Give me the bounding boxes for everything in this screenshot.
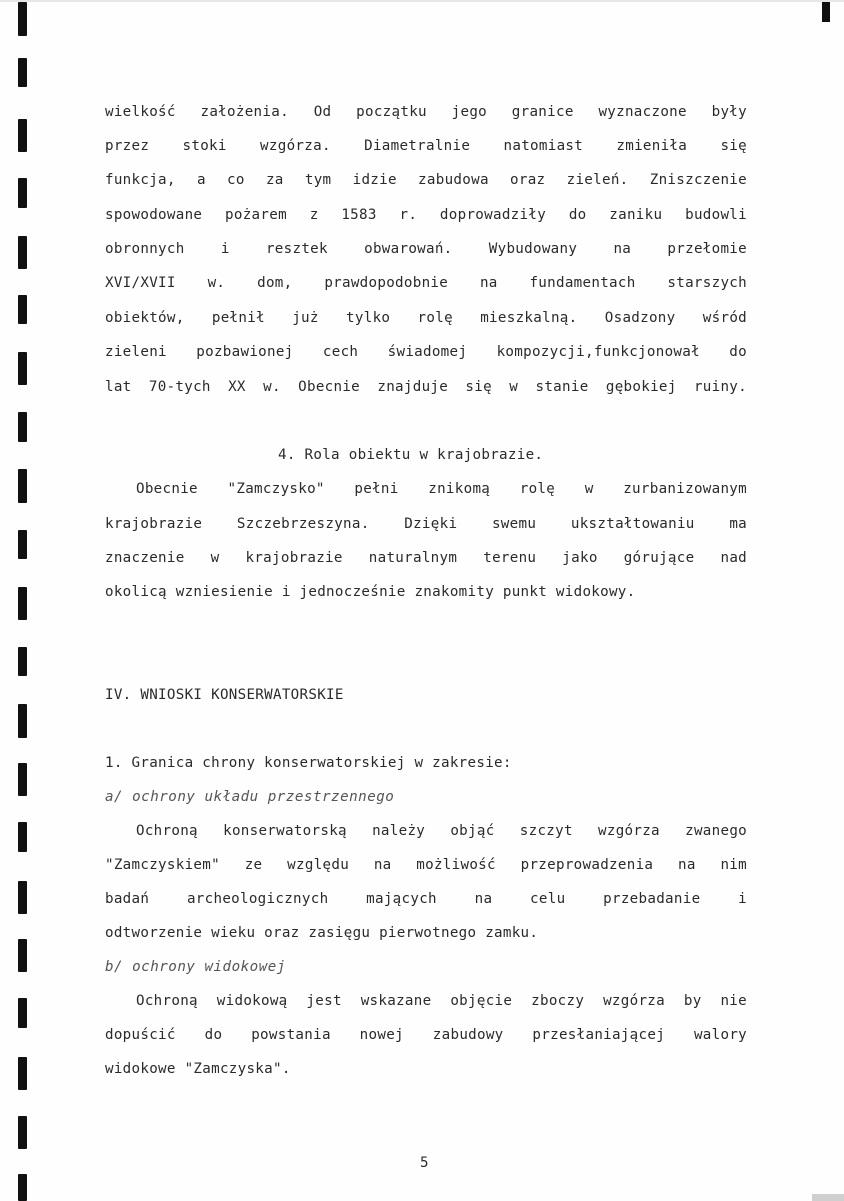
- text-line: obronnych i resztek obwarowań. Wybudowany na przełomie: [105, 241, 747, 257]
- binding-hole: [18, 412, 27, 442]
- binding-hole: [18, 1057, 27, 1090]
- binding-hole: [18, 998, 27, 1028]
- text-line: widokowe "Zamczyska".: [105, 1061, 291, 1077]
- text-line: wielkość założenia. Od początku jego granice wyznaczone były: [105, 104, 747, 120]
- binding-hole: [18, 1116, 27, 1149]
- text-line: XVI/XVII w. dom, prawdopodobnie na fundamentach starszych: [105, 275, 747, 291]
- text-line: odtworzenie wieku oraz zasięgu pierwotnego zamku.: [105, 925, 539, 941]
- text-line: zieleni pozbawionej cech świadomej kompozycji,funkcjonował do: [105, 344, 747, 360]
- binding-hole: [18, 881, 27, 914]
- text-line: Ochroną konserwatorską należy objąć szczyt wzgórza zwanego: [136, 823, 747, 839]
- scan-corner-mark: [822, 2, 830, 22]
- subsection-item-b: b/ ochrony widokowej: [105, 959, 286, 975]
- section-heading: 4. Rola obiektu w krajobrazie.: [278, 447, 544, 463]
- text-line: lat 70-tych XX w. Obecnie znajduje się w stanie gębokiej ruiny.: [105, 379, 747, 395]
- text-line: dopuścić do powstania nowej zabudowy przesłaniającej walory: [105, 1027, 747, 1043]
- binding-hole: [18, 763, 27, 796]
- scan-edge-shadow: [812, 1194, 844, 1201]
- binding-hole: [18, 2, 27, 36]
- text-line: przez stoki wzgórza. Diametralnie natomiast zmieniła się: [105, 138, 747, 154]
- binding-hole: [18, 530, 27, 559]
- page-number: 5: [420, 1155, 429, 1171]
- binding-hole: [18, 939, 27, 972]
- binding-hole: [18, 647, 27, 676]
- text-line: okolicą wzniesienie i jednocześnie znakomity punkt widokowy.: [105, 584, 636, 600]
- text-line: spowodowane pożarem z 1583 r. doprowadziły do zaniku budowli: [105, 207, 747, 223]
- subsection-item-a: a/ ochrony układu przestrzennego: [105, 789, 395, 805]
- chapter-heading: IV. WNIOSKI KONSERWATORSKIE: [105, 687, 344, 703]
- binding-hole: [18, 822, 27, 852]
- text-line: obiektów, pełnił już tylko rolę mieszkalną. Osadzony wśród: [105, 310, 747, 326]
- binding-hole: [18, 178, 27, 208]
- binding-hole: [18, 295, 27, 324]
- binding-hole: [18, 58, 27, 87]
- binding-holes: [0, 2, 40, 1201]
- text-line: badań archeologicznych mających na celu przebadanie i: [105, 891, 747, 907]
- text-line: Obecnie "Zamczysko" pełni znikomą rolę w zurbanizowanym: [136, 481, 747, 497]
- binding-hole: [18, 704, 27, 738]
- binding-hole: [18, 352, 27, 385]
- text-line: funkcja, a co za tym idzie zabudowa oraz zieleń. Zniszczenie: [105, 172, 747, 188]
- binding-hole: [18, 469, 27, 503]
- text-line: krajobrazie Szczebrzeszyna. Dzięki swemu ukształtowaniu ma: [105, 516, 747, 532]
- binding-hole: [18, 1174, 27, 1201]
- binding-hole: [18, 236, 27, 269]
- binding-hole: [18, 119, 27, 152]
- binding-hole: [18, 587, 27, 620]
- text-line: "Zamczyskiem" ze względu na możliwość przeprowadzenia na nim: [105, 857, 747, 873]
- text-line: Ochroną widokową jest wskazane objęcie zboczy wzgórza by nie: [136, 993, 747, 1009]
- text-line: znaczenie w krajobrazie naturalnym terenu jako górujące nad: [105, 550, 747, 566]
- subsection-heading: 1. Granica chrony konserwatorskiej w zakresie:: [105, 755, 512, 771]
